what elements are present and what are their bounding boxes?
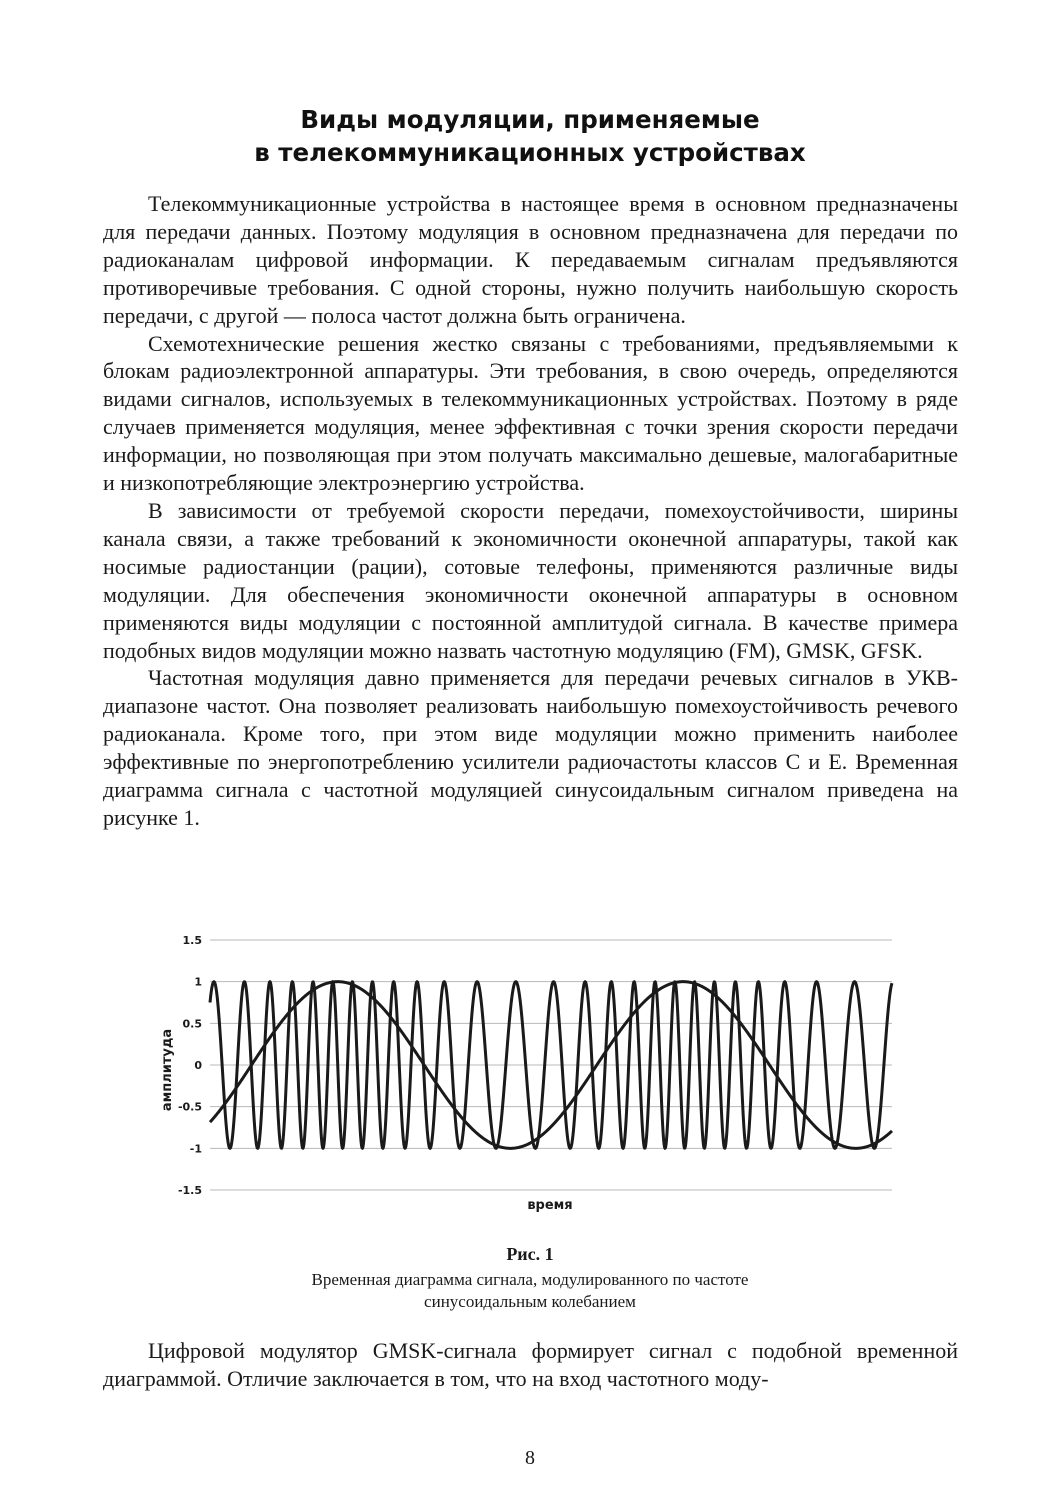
y-tick-label: -1: [189, 1142, 202, 1156]
section-title-line-2: в телекоммуникационных устройствах: [254, 138, 806, 167]
paragraph-3: В зависимости от требуемой скорости передачи, помехоустойчивости, ширины канала связи, а также требований к экономичности оконечной аппаратуры, такой как носимые радиостанции (рации), сотовые телефоны, применяются различные виды модуляции. Для обеспечения экономичности оконечной аппаратуры в основном применяются виды модуляции с постоянной амплитудой сигнала. В качестве примера подобных видов модуляции можно назвать частотную модуляцию (FM), GMSK, GFSK.: [103, 497, 958, 663]
y-tick-label: 0.5: [182, 1017, 202, 1031]
paragraph-2: Схемотехнические решения жестко связаны с требованиями, предъявляемыми к блокам радиоэлектронной аппаратуры. Эти требования, в свою очередь, определяются видами сигналов, используемых в телекоммуникационных устройствах. Поэтому в ряде случаев применяется модуляция, менее эффективная с точки зрения скорости передачи информации, но позволяющая при этом получать максимально дешевые, малогабаритные и низкопотребляющие электроэнергию устройства.: [103, 330, 958, 496]
paragraph-1: Телекоммуникационные устройства в настоящее время в основном предназначены для передачи данных. Поэтому модуляция в основном предназначена для передачи по радиоканалам цифровой информации. К передаваемым сигналам предъявляются противоречивые требования. С одной стороны, нужно получить наибольшую скорость передачи, с другой — полоса частот должна быть ограничена.: [103, 191, 958, 328]
figure-caption-line-2: синусоидальным колебанием: [424, 1292, 636, 1311]
page-number: 8: [525, 1447, 535, 1469]
y-tick-label: 0: [194, 1059, 202, 1072]
y-tick-label: -0.5: [177, 1100, 202, 1114]
paragraph-4: Частотная модуляция давно применяется для передачи речевых сигналов в УКВ-диапазоне частот. Она позволяет реализовать наибольшую помехоустойчивость речевого радиоканала. Кроме того, при этом виде модуляции можно применить наиболее эффективные по энергопотреблению усилители радиочастоты классов С и Е. Временная диаграмма сигнала с частотной модуляцией синусоидальным сигналом приведена на рисунке 1.: [103, 665, 958, 830]
body-text-continued: [103, 1337, 958, 1393]
y-axis-label: амплитуда: [160, 1028, 175, 1112]
y-tick-label: 1.5: [182, 934, 202, 947]
section-title-line-1: Виды модуляции, применяемые: [300, 105, 760, 134]
chart-svg: [150, 928, 910, 1218]
body-text: [103, 190, 958, 832]
y-tick-label: 1: [194, 975, 202, 989]
figure-caption: [0, 1243, 1060, 1313]
section-title: [0, 103, 1060, 169]
figure-caption-line-1: Временная диаграмма сигнала, модулированного по частоте: [311, 1270, 749, 1289]
y-tick-label: -1.5: [177, 1184, 202, 1197]
paragraph-5: Цифровой модулятор GMSK-сигнала формирует сигнал с подобной временной диаграммой. Отличие заключается в том, что на вход частотного моду-: [103, 1338, 958, 1391]
y-axis-ticks: [178, 934, 202, 1197]
fm-signal-chart: [150, 928, 910, 1218]
figure-label: Рис. 1: [506, 1244, 554, 1264]
x-axis-label: время: [527, 1198, 573, 1213]
chart-grid: [210, 940, 892, 1190]
